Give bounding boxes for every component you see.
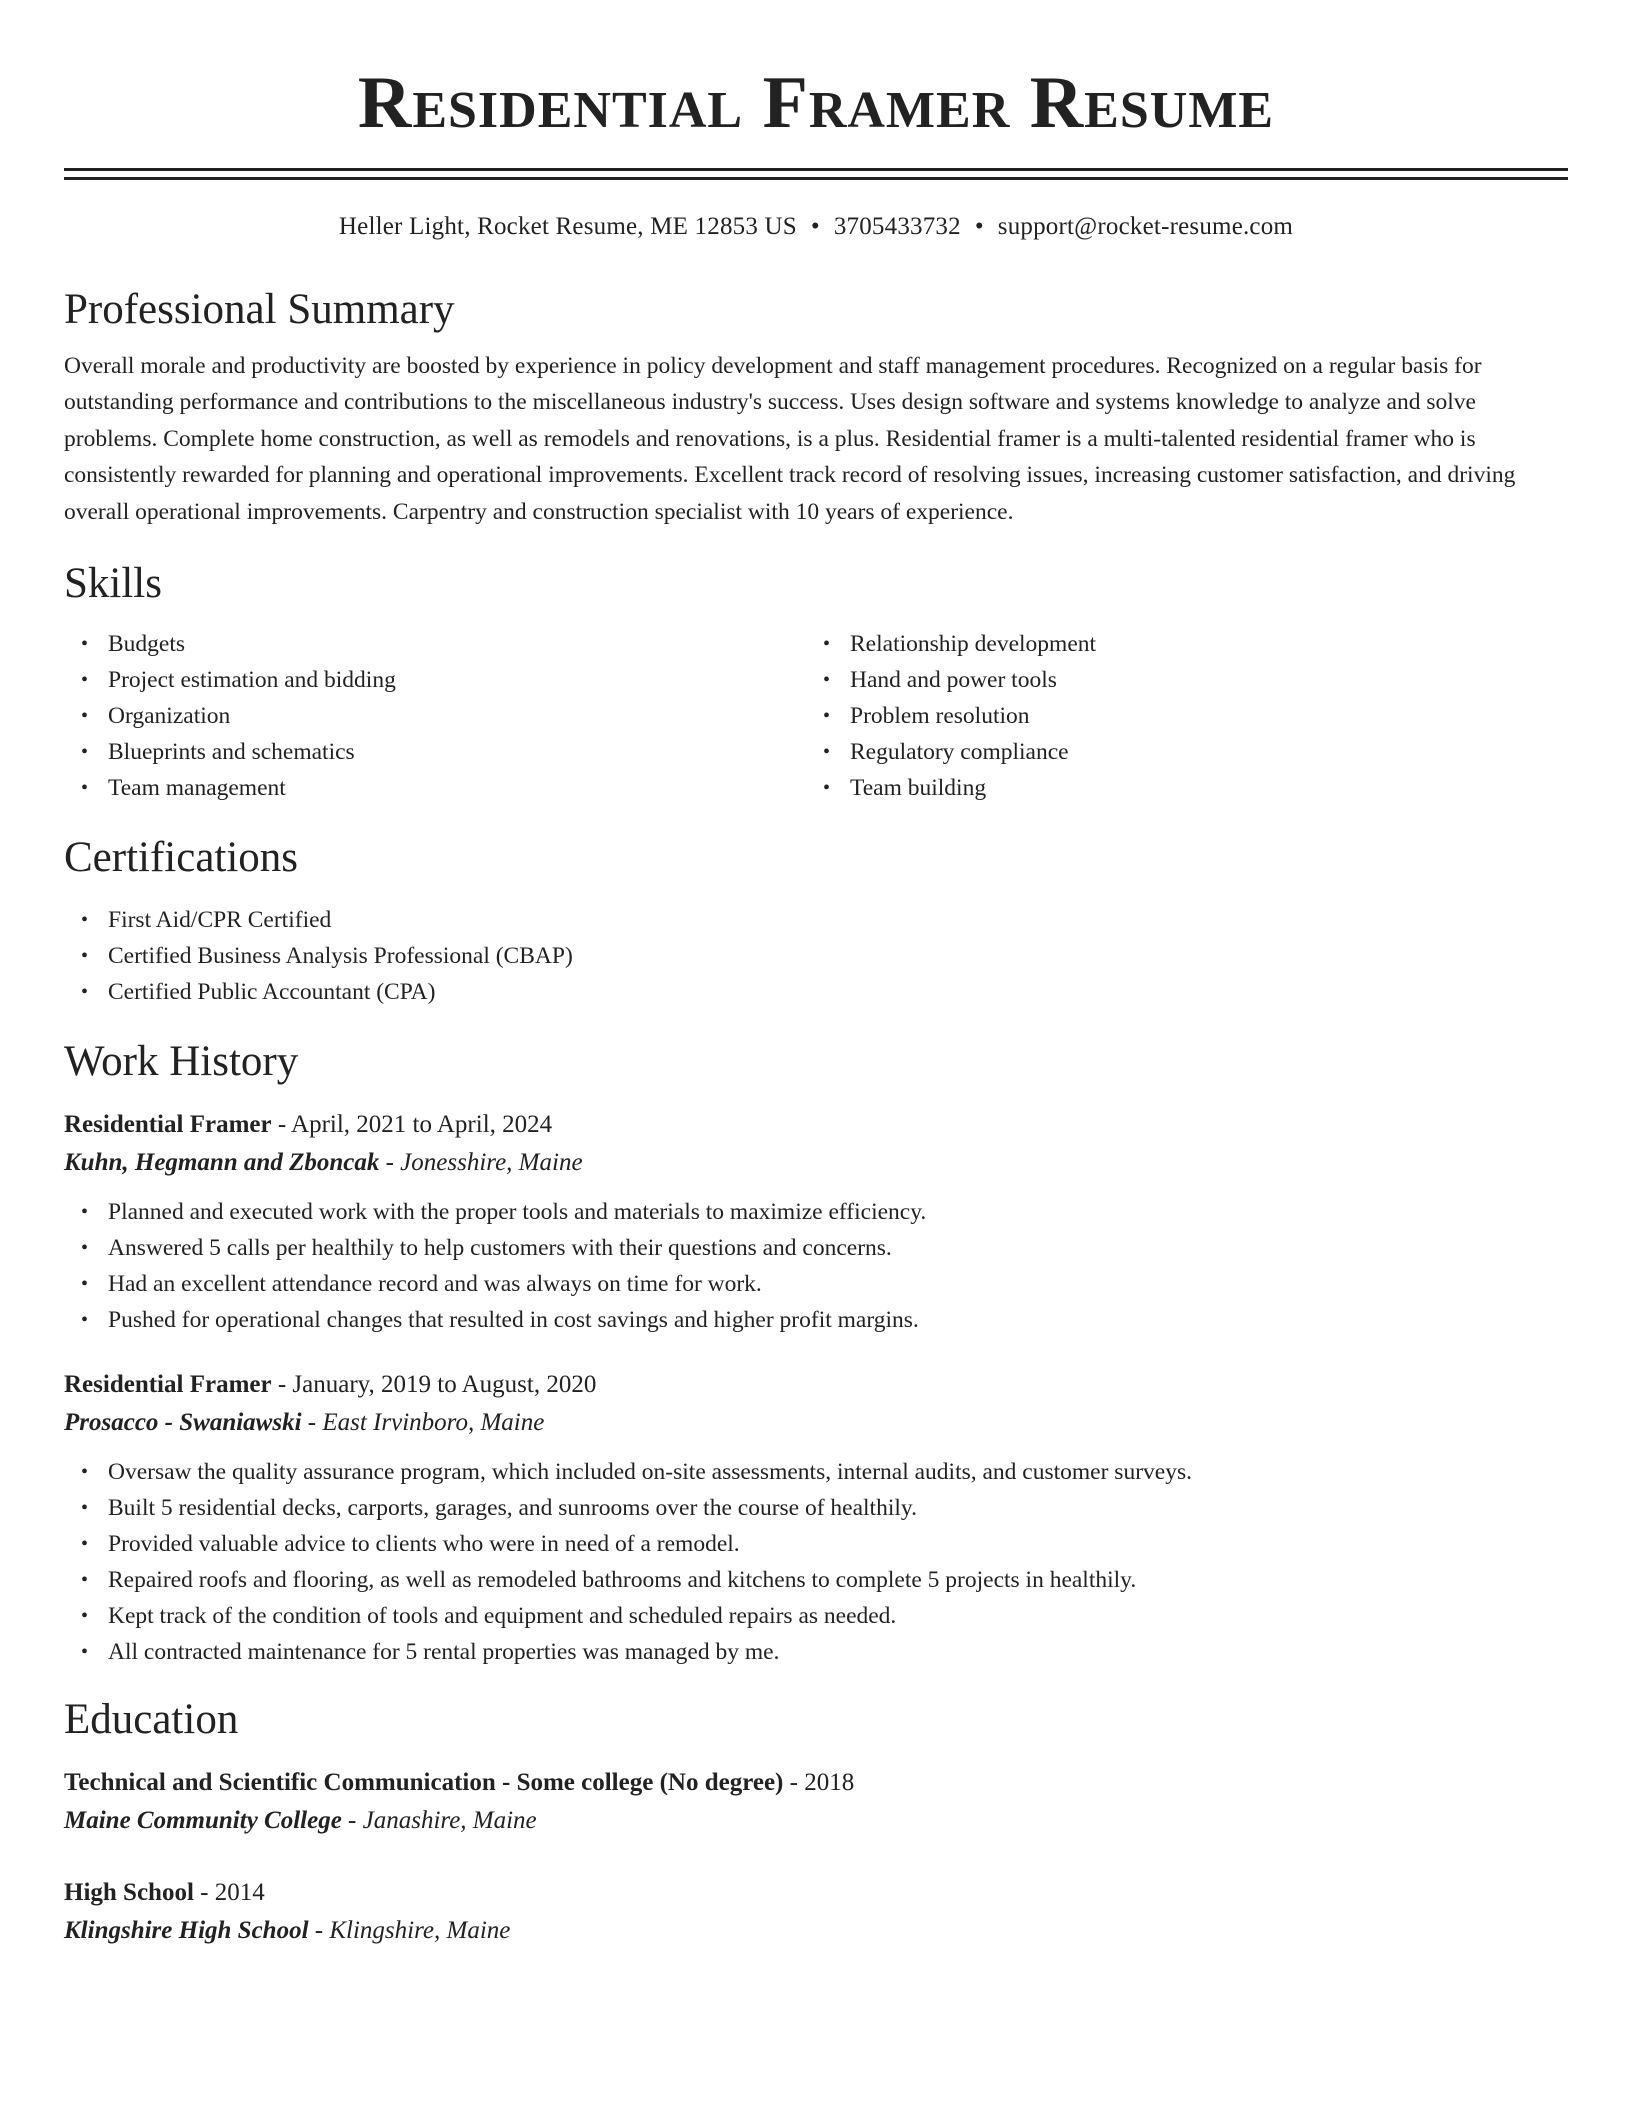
education-location: - Janashire, Maine (341, 1807, 537, 1835)
bullet-icon: • (81, 705, 89, 728)
skill-item (64, 662, 806, 698)
bullet-icon: • (81, 741, 89, 764)
education-year: - 2014 (193, 1879, 265, 1907)
skill-label: Blueprints and schematics (108, 739, 355, 766)
title-divider-bottom (64, 177, 1568, 180)
skill-item (64, 626, 806, 662)
job-dates: - April, 2021 to April, 2024 (271, 1111, 553, 1139)
responsibility-text: Provided valuable advice to clients who were in need of a remodel. (108, 1531, 740, 1558)
education-degree: Technical and Scientific Communication - Some college (No degree) (64, 1769, 784, 1797)
certification-item (64, 974, 1568, 1010)
bullet-icon: • (823, 777, 831, 800)
bullet-icon: • (823, 669, 831, 692)
responsibility-item (64, 1194, 1568, 1230)
responsibility-text: Kept track of the condition of tools and equipment and scheduled repairs as needed. (108, 1603, 897, 1630)
skill-item (64, 770, 806, 806)
education-title-line (64, 1764, 1568, 1802)
job-title: Residential Framer (64, 1111, 272, 1139)
skill-item (806, 734, 1548, 770)
bullet-icon: • (81, 981, 89, 1004)
contact-separator: • (810, 213, 820, 240)
contact-email: support@rocket-resume.com (997, 213, 1294, 240)
responsibility-item (64, 1230, 1568, 1266)
job-location: - Jonesshire, Maine (379, 1149, 583, 1177)
responsibility-item (64, 1490, 1568, 1526)
responsibility-text: Planned and executed work with the proper tools and materials to maximize efficiency. (108, 1199, 927, 1226)
responsibility-item (64, 1266, 1568, 1302)
responsibility-item (64, 1526, 1568, 1562)
skill-label: Hand and power tools (850, 667, 1057, 694)
education-year: - 2018 (783, 1769, 855, 1797)
skills-grid (64, 626, 1568, 806)
job-company-line (64, 1144, 1568, 1182)
bullet-icon: • (81, 1605, 89, 1628)
bullet-icon: • (81, 1569, 89, 1592)
skill-label: Team building (850, 775, 987, 802)
job-entry (64, 1366, 1568, 1670)
certification-label: Certified Public Accountant (CPA) (108, 979, 436, 1006)
section-heading-education: Education (64, 1696, 239, 1744)
bullet-icon: • (81, 1201, 89, 1224)
job-responsibilities (64, 1194, 1568, 1338)
education-location: - Klingshire, Maine (308, 1917, 511, 1945)
education-school-line (64, 1802, 1568, 1840)
bullet-icon: • (81, 669, 89, 692)
skill-item (806, 662, 1548, 698)
job-title-line (64, 1106, 1568, 1144)
skill-label: Regulatory compliance (850, 739, 1069, 766)
education-school: Maine Community College (64, 1807, 342, 1835)
bullet-icon: • (823, 741, 831, 764)
bullet-icon: • (823, 705, 831, 728)
bullet-icon: • (81, 1461, 89, 1484)
job-entry (64, 1106, 1568, 1338)
title-divider-top (64, 168, 1568, 171)
bullet-icon: • (81, 1273, 89, 1296)
responsibility-text: Built 5 residential decks, carports, garages, and sunrooms over the course of healthily. (108, 1495, 917, 1522)
bullet-icon: • (81, 1497, 89, 1520)
education-school: Klingshire High School (64, 1917, 309, 1945)
responsibility-item (64, 1634, 1568, 1670)
certification-label: First Aid/CPR Certified (108, 907, 332, 934)
responsibility-item (64, 1454, 1568, 1490)
skill-label: Budgets (108, 631, 186, 658)
bullet-icon: • (81, 1641, 89, 1664)
bullet-icon: • (81, 777, 89, 800)
responsibility-item (64, 1598, 1568, 1634)
skills-column-left (64, 626, 806, 806)
section-heading-certifications: Certifications (64, 834, 299, 882)
contact-phone: 3705433732 (833, 213, 961, 240)
section-heading-skills: Skills (64, 560, 162, 608)
skill-item (64, 734, 806, 770)
contact-address: Heller Light, Rocket Resume, ME 12853 US (338, 213, 797, 240)
responsibility-text: All contracted maintenance for 5 rental properties was managed by me. (108, 1639, 780, 1666)
skill-label: Problem resolution (850, 703, 1030, 730)
certification-item (64, 938, 1568, 974)
skill-label: Relationship development (850, 631, 1097, 658)
skill-item (806, 626, 1548, 662)
certifications-list (64, 902, 1568, 1010)
bullet-icon: • (81, 633, 89, 656)
bullet-icon: • (81, 1237, 89, 1260)
job-company-line (64, 1404, 1568, 1442)
bullet-icon: • (81, 945, 89, 968)
job-title-line (64, 1366, 1568, 1404)
skill-item (64, 698, 806, 734)
resume-title: Residential Framer Resume (357, 62, 1275, 144)
skill-item (806, 770, 1548, 806)
skill-item (806, 698, 1548, 734)
skill-label: Organization (108, 703, 231, 730)
contact-line (64, 210, 1568, 244)
certification-item (64, 902, 1568, 938)
responsibility-text: Answered 5 calls per healthily to help customers with their questions and concerns. (108, 1235, 892, 1262)
bullet-icon: • (81, 909, 89, 932)
education-entry (64, 1874, 1568, 1950)
section-heading-work-history: Work History (64, 1038, 299, 1086)
bullet-icon: • (81, 1533, 89, 1556)
education-title-line (64, 1874, 1568, 1912)
responsibility-item (64, 1302, 1568, 1338)
responsibility-text: Repaired roofs and flooring, as well as remodeled bathrooms and kitchens to complete 5 projects in healthily. (108, 1567, 1137, 1594)
contact-separator: • (974, 213, 984, 240)
section-heading-summary: Professional Summary (64, 286, 455, 333)
certification-label: Certified Business Analysis Professional (CBAP) (108, 943, 573, 970)
education-entry (64, 1764, 1568, 1840)
bullet-icon: • (823, 633, 831, 656)
education-school-line (64, 1912, 1568, 1950)
skill-label: Project estimation and bidding (108, 667, 396, 694)
bullet-icon: • (81, 1309, 89, 1332)
responsibility-item (64, 1562, 1568, 1598)
skill-label: Team management (108, 775, 286, 802)
responsibility-text: Had an excellent attendance record and was always on time for work. (108, 1271, 762, 1298)
job-company: Kuhn, Hegmann and Zboncak (64, 1149, 380, 1177)
responsibility-text: Pushed for operational changes that resulted in cost savings and higher profit margins. (108, 1307, 919, 1334)
job-company: Prosacco - Swaniawski (64, 1409, 302, 1437)
job-responsibilities (64, 1454, 1568, 1670)
education-degree: High School (64, 1879, 194, 1907)
job-title: Residential Framer (64, 1371, 272, 1399)
job-dates: - January, 2019 to August, 2020 (271, 1371, 597, 1399)
responsibility-text: Oversaw the quality assurance program, which included on-site assessments, internal audits, and customer surveys. (108, 1459, 1192, 1486)
summary-text: Overall morale and productivity are boosted by experience in policy development and staff management procedures. Recognized on a regular basis for outstanding performance and contributions to the miscellaneous industry's success. Uses design software and systems knowledge to analyze and solve problems. Complete home construction, as well as remodels and renovations, is a plus. Residential framer is a multi-talented residential framer who is consistently rewarded for planning and operational improvements. Excellent track record of resolving issues, increasing customer satisfaction, and driving overall operational improvements. Carpentry and construction specialist with 10 years of experience. (64, 353, 1516, 525)
skills-column-right (806, 626, 1548, 806)
job-location: - East Irvinboro, Maine (301, 1409, 545, 1437)
